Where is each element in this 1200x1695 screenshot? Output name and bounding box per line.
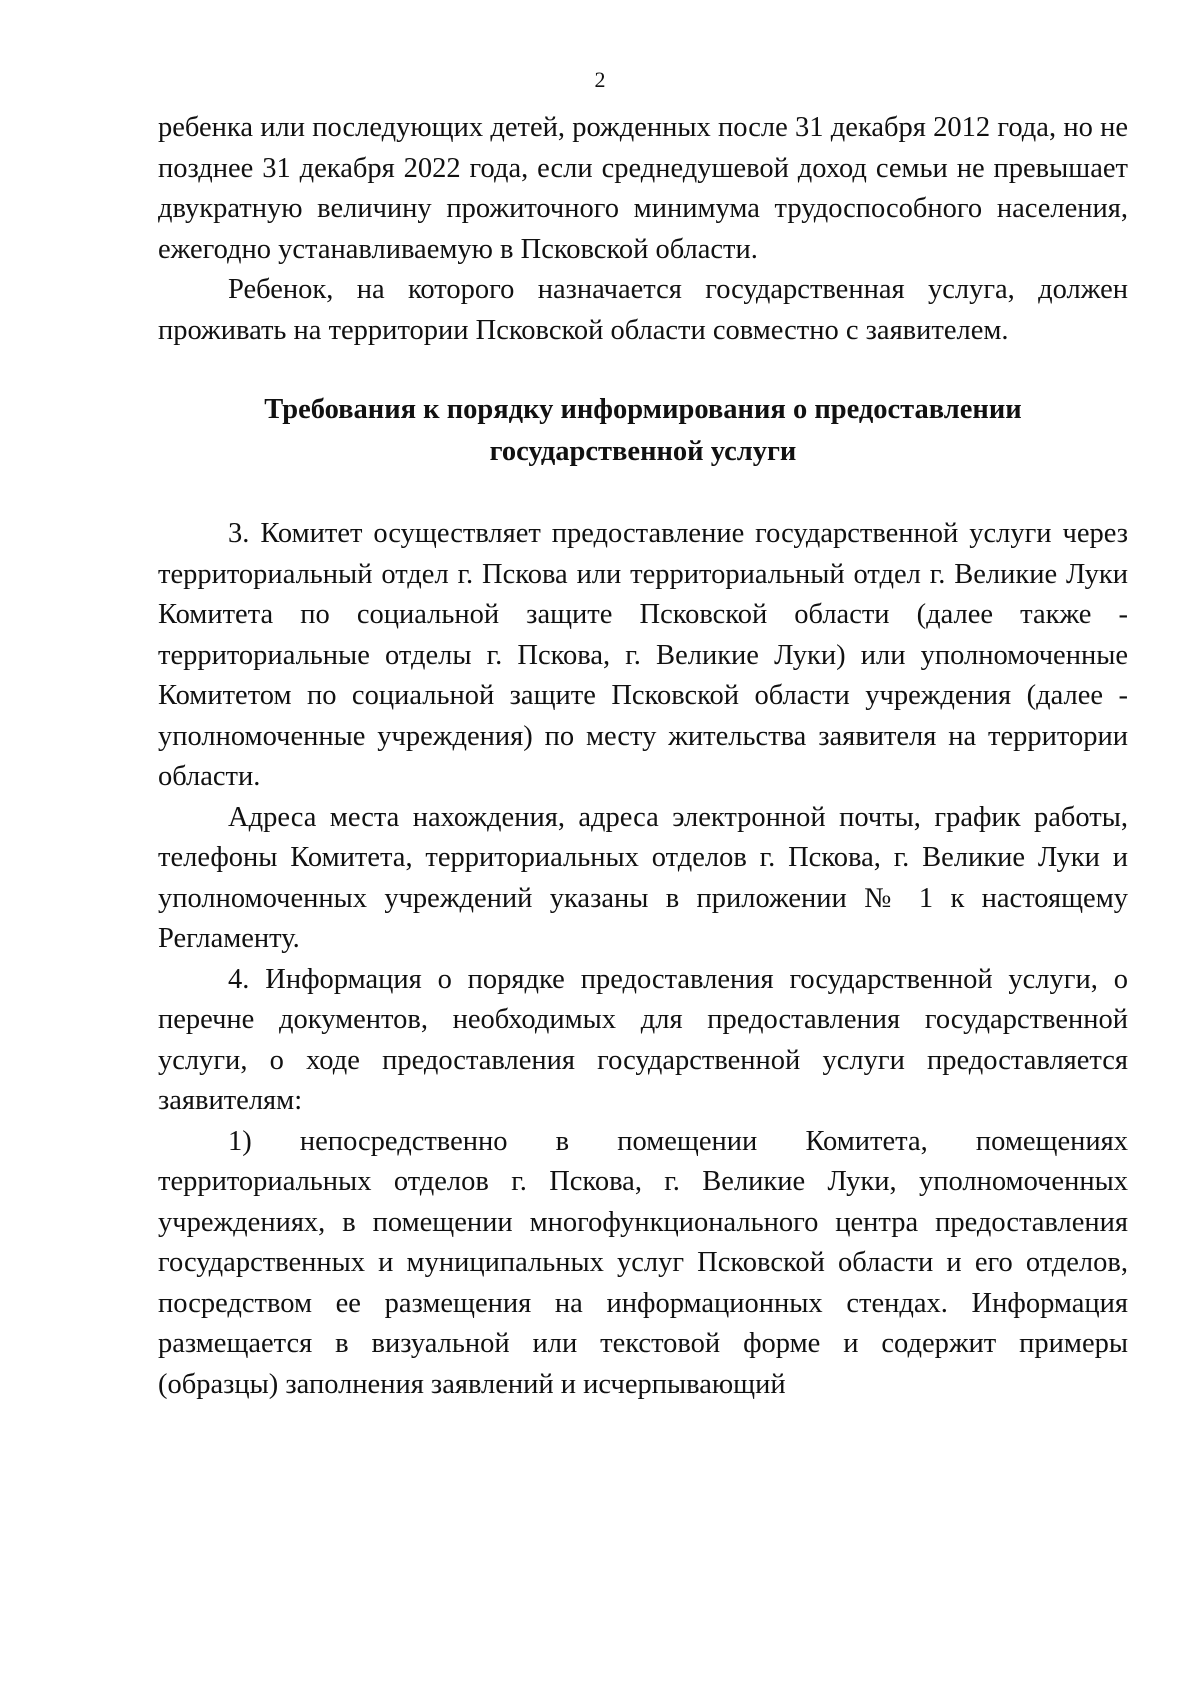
paragraph-continuation: ребенка или последующих детей, рожденных после 31 декабря 2012 года, но не позднее 31 декабря 2022 года, если среднедушевой доход семьи не превышает двукратную величину прожиточного минимума трудоспособного населения, ежегодно устанавливаемую в Псковской области. [158,112,1128,265]
paragraph-subitem-1: 1) непосредственно в помещении Комитета, помещениях территориальных отделов г. Пскова, г. Великие Луки, уполномоченных учреждениях, в помещении многофункционального центра предоставления государственных и муниципальных услуг Псковской области и его отделов, посредством ее размещения на информационных стендах. Информация размещается в визуальной или текстовой форме и содержит примеры (образцы) заполнения заявлений и исчерпывающий [158,1125,1128,1400]
section-heading [158,389,1128,473]
paragraph-addresses: Адреса места нахождения, адреса электронной почты, график работы, телефоны Комитета, территориальных отделов г. Пскова, г. Великие Луки и уполномоченных учреждений указаны в приложении № 1 к настоящему Регламенту. [158,801,1128,954]
paragraph-item-3: 3. Комитет осуществляет предоставление государственной услуги через территориальный отдел г. Пскова или территориальный отдел г. Великие Луки Комитета по социальной защите Псковской области (далее также - территориальные отделы г. Пскова, г. Великие Луки) или уполномоченные Комитетом по социальной защите Псковской области учреждения (далее - уполномоченные учреждения) по месту жительства заявителя на территории области. [158,518,1128,792]
paragraph-child-residence: Ребенок, на которого назначается государственная услуга, должен проживать на территории Псковской области совместно с заявителем. [158,274,1128,346]
paragraph-item-4: 4. Информация о порядке предоставления государственной услуги, о перечне документов, необходимых для предоставления государственной услуги, о ходе предоставления государственной услуги предоставляется заявителям: [158,963,1128,1116]
section-heading-line-2: государственной услуги [489,436,797,467]
document-body [158,108,1128,1405]
section-heading-line-1: Требования к порядку информирования о предоставлении [264,394,1022,425]
page-number: 2 [594,67,606,92]
